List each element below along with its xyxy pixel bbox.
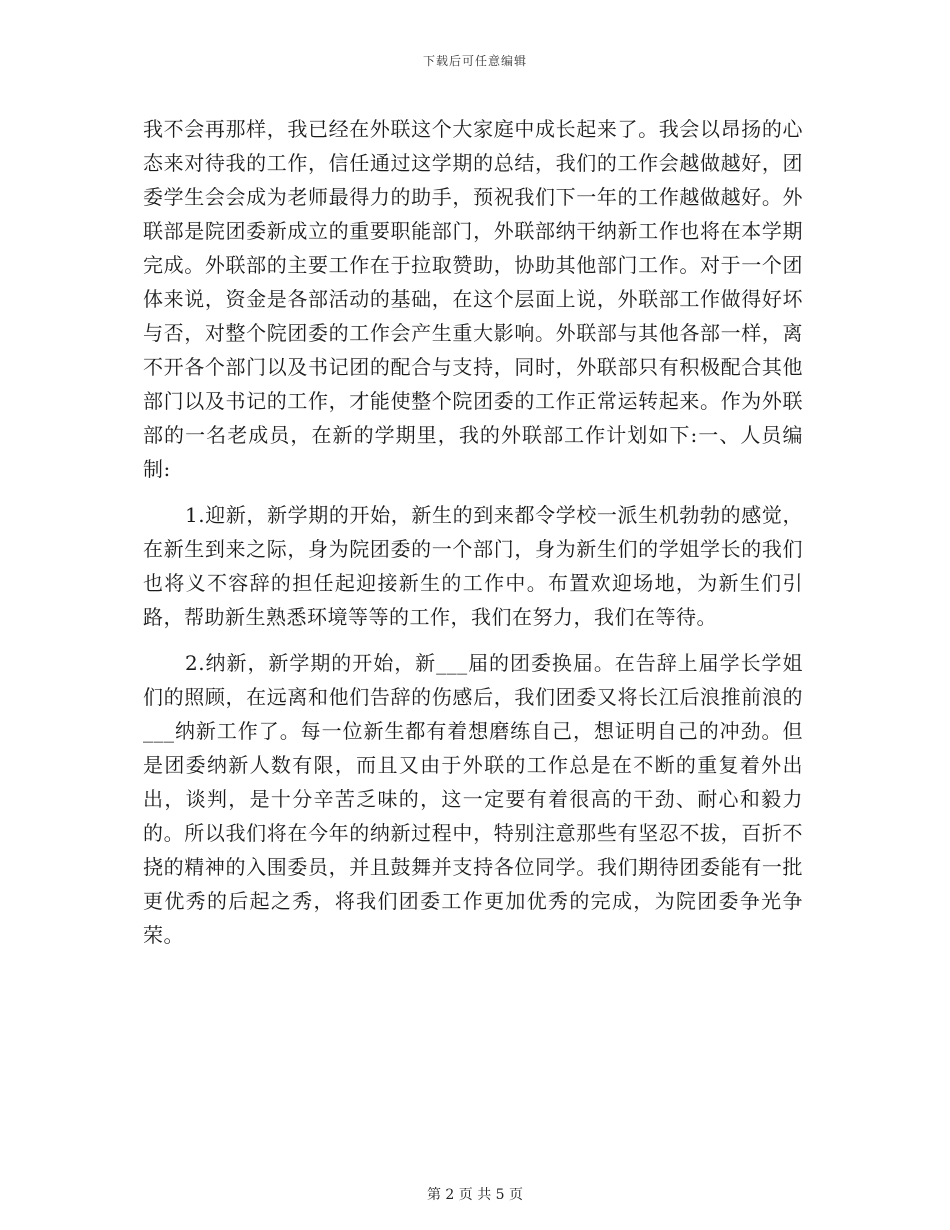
paragraph-intro: 我不会再那样，我已经在外联这个大家庭中成长起来了。我会以昂扬的心态来对待我的工作，信任通过这学期的总结，我们的工作会越做越好，团委学生会会成为老师最得力的助手，预祝我们下一年的工作越做越好。外联部是院团委新成立的重要职能部门，外联部纳干纳新工作也将在本学期完成。外联部的主要工作在于拉取赞助，协助其他部门工作。对于一个团体来说，资金是各部活动的基础，在这个层面上说，外联部工作做得好坏与否，对整个院团委的工作会产生重大影响。外联部与其他各部一样，离不开各个部门以及书记团的配合与支持，同时，外联部只有积极配合其他部门以及书记的工作，才能使整个院团委的工作正常运转起来。作为外联部的一名老成员，在新的学期里，我的外联部工作计划如下:一、人员编制: <box>143 117 803 481</box>
paragraph-item-2-recruit: 2.纳新，新学期的开始，新___届的团委换届。在告辞上届学长学姐们的照顾，在远离和他们告辞的伤感后，我们团委又将长江后浪推前浪的___纳新工作了。每一位新生都有着想磨练自己，想证明自己的冲劲。但是团委纳新人数有限，而且又由于外联的工作总是在不断的重复着外出出，谈判，是十分辛苦乏味的，这一定要有着很高的干劲、耐心和毅力的。所以我们将在今年的纳新过程中，特别注意那些有坚忍不拔，百折不挠的精神的入围委员，并且鼓舞并支持各位同学。我们期待团委能有一批更优秀的后起之秀，将我们团委工作更加优秀的完成，为院团委争光争荣。 <box>143 651 803 947</box>
paragraph-item-1-welcome: 1.迎新，新学期的开始，新生的到来都令学校一派生机勃勃的感觉，在新生到来之际，身为院团委的一个部门，身为新生们的学姐学长的我们也将义不容辞的担任起迎接新生的工作中。布置欢迎场地，为新生们引路，帮助新生熟悉环境等等的工作，我们在努力，我们在等待。 <box>143 503 803 629</box>
document-body <box>143 112 803 952</box>
page-header-note: 下载后可任意编辑 <box>422 54 527 68</box>
page-number-footer: 第 2 页 共 5 页 <box>426 1187 524 1203</box>
